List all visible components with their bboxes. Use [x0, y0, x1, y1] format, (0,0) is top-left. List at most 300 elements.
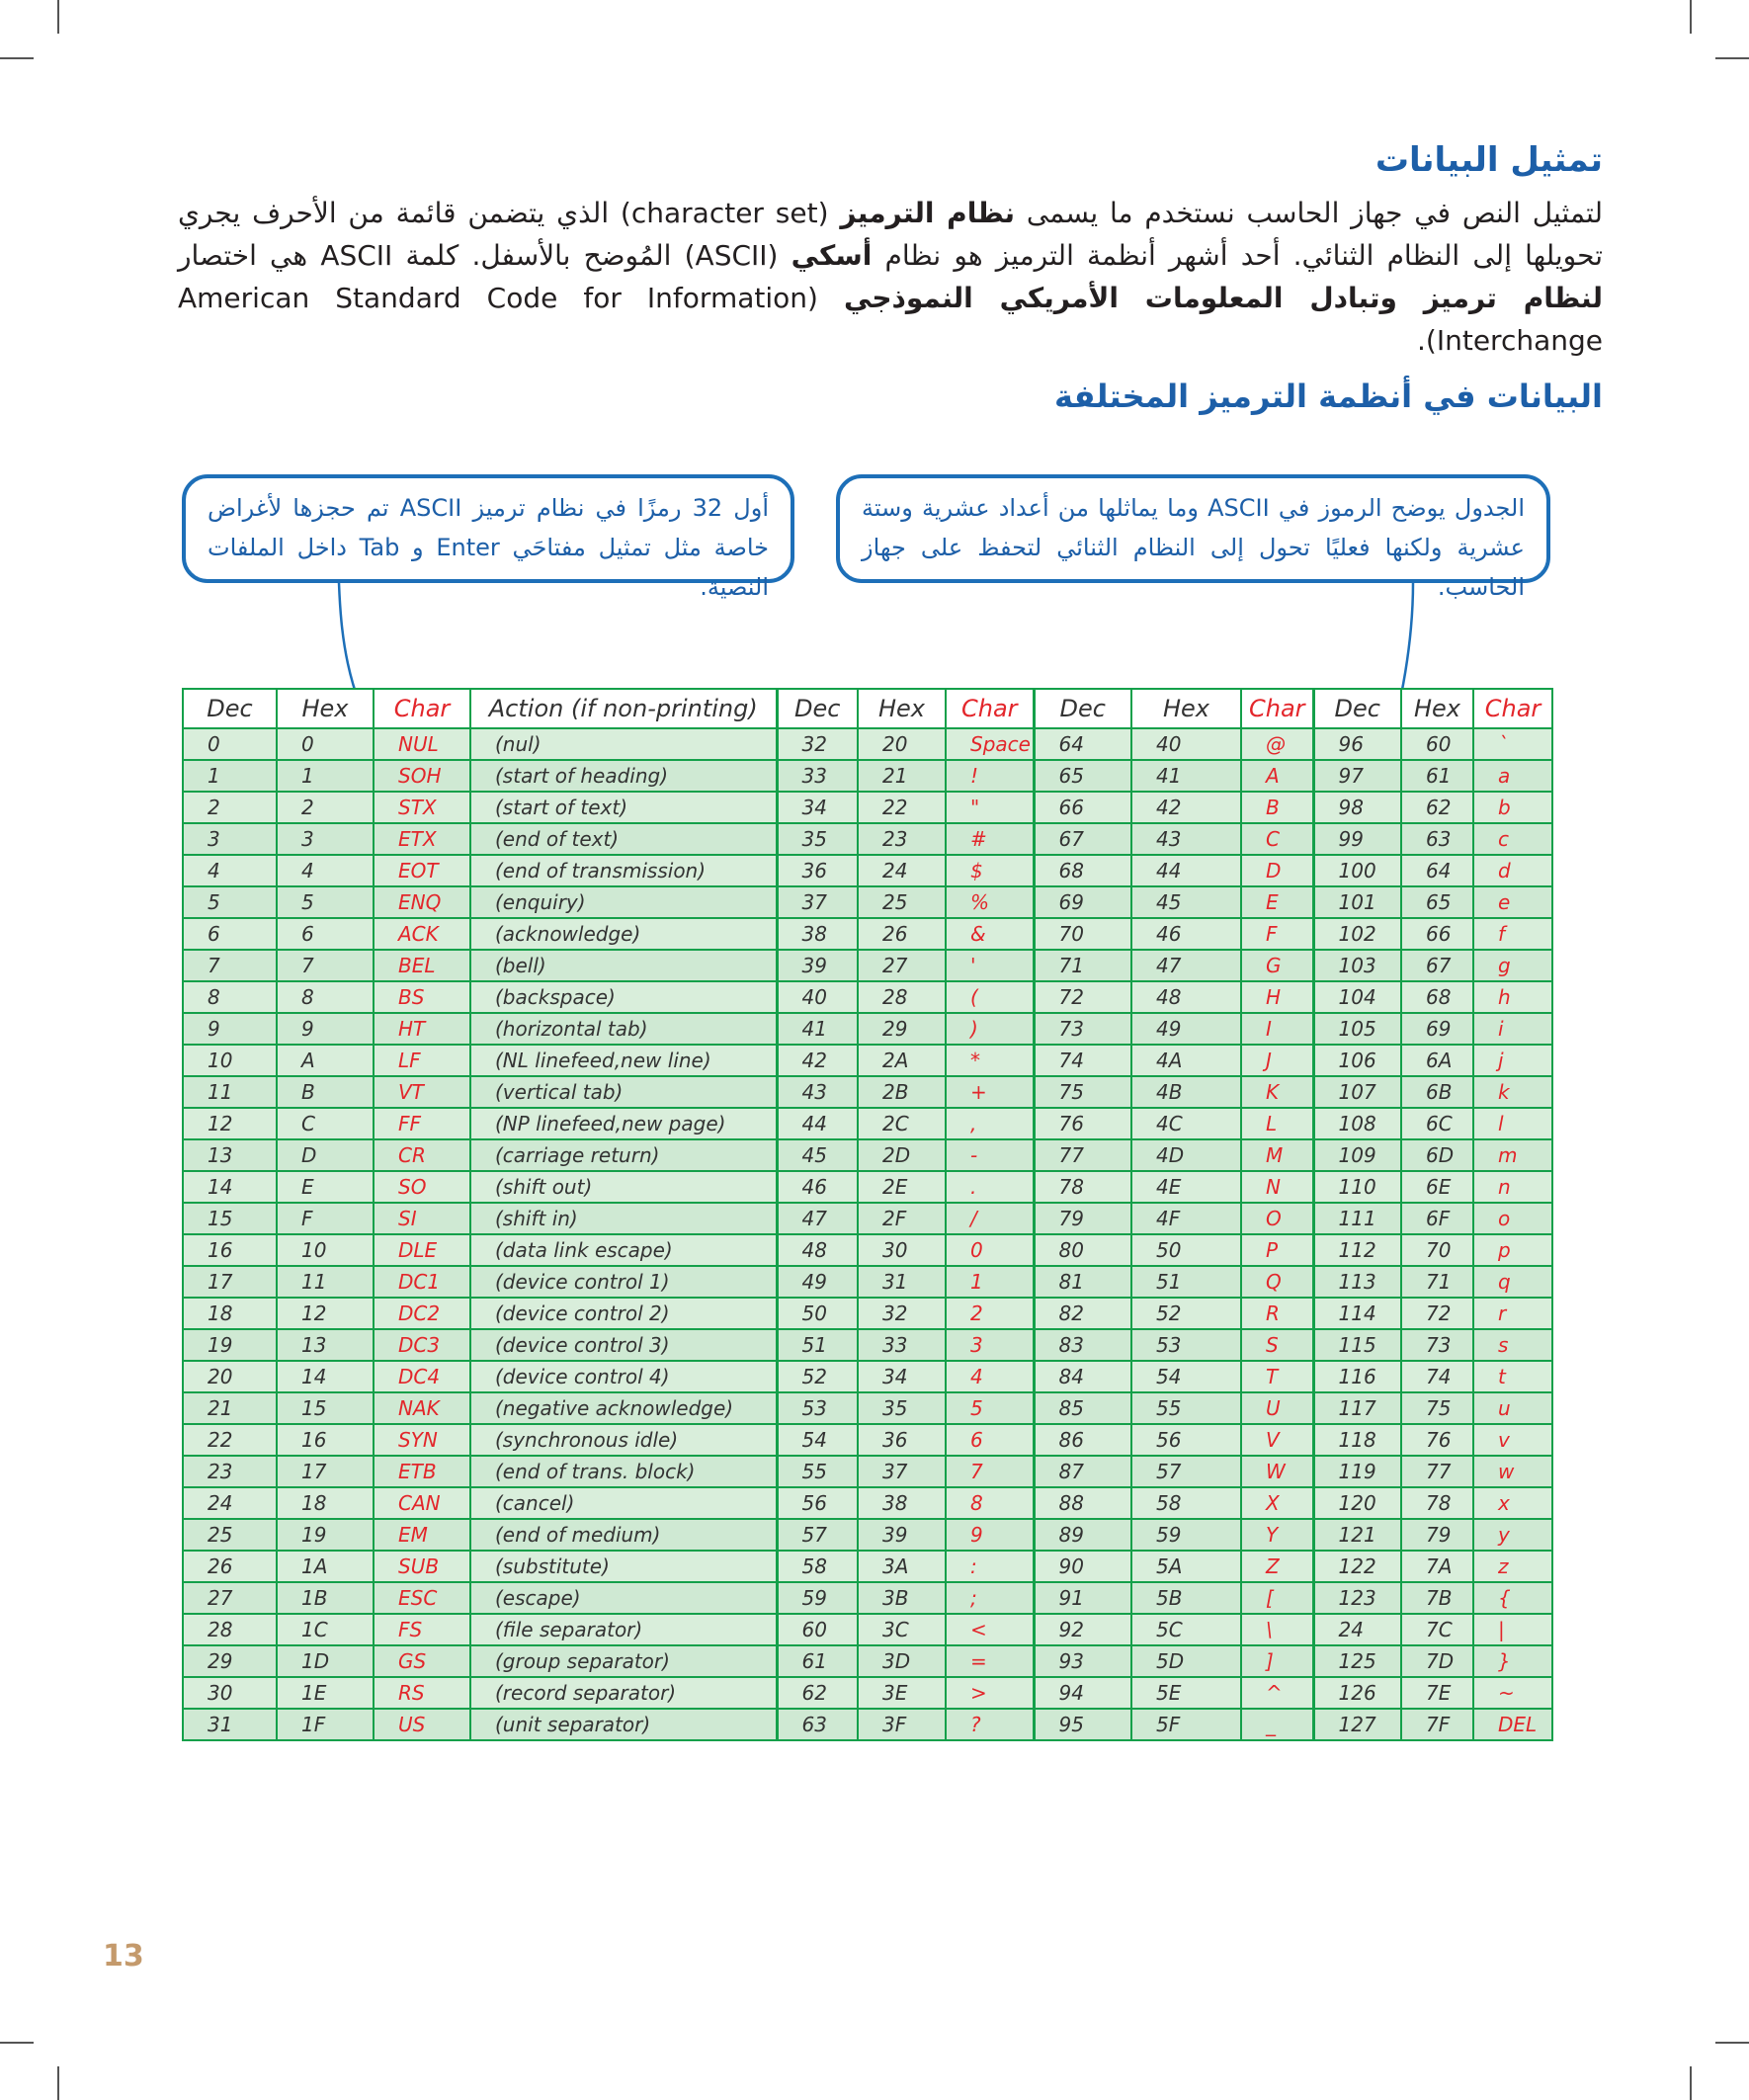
table-cell: 60 — [1401, 728, 1473, 760]
table-cell: ESC — [374, 1582, 470, 1614]
table-cell: 68 — [1401, 981, 1473, 1013]
table-cell: 10 — [277, 1234, 374, 1266]
table-cell: 17 — [277, 1456, 374, 1487]
table-cell: B — [277, 1076, 374, 1108]
table-cell: g — [1473, 950, 1552, 981]
table-cell: 5A — [1131, 1551, 1241, 1582]
table-cell: 72 — [1401, 1298, 1473, 1329]
table-cell: 20 — [858, 728, 946, 760]
table-cell: DC2 — [374, 1298, 470, 1329]
table-cell: FS — [374, 1614, 470, 1645]
table-row — [183, 1266, 1552, 1298]
table-cell: (acknowledge) — [470, 918, 777, 950]
table-cell: / — [946, 1203, 1034, 1234]
table-cell: 12 — [277, 1298, 374, 1329]
table-cell: 16 — [183, 1234, 277, 1266]
table-cell: 43 — [777, 1076, 858, 1108]
table-cell: 39 — [777, 950, 858, 981]
table-cell: DC4 — [374, 1361, 470, 1392]
table-cell: 2D — [858, 1139, 946, 1171]
column-header: Hex — [1401, 689, 1473, 728]
table-cell: C — [277, 1108, 374, 1139]
table-cell: 75 — [1034, 1076, 1131, 1108]
table-cell: 114 — [1313, 1298, 1401, 1329]
table-cell: (file separator) — [470, 1614, 777, 1645]
table-cell: 42 — [1131, 792, 1241, 823]
table-cell: 123 — [1313, 1582, 1401, 1614]
table-cell: (device control 2) — [470, 1298, 777, 1329]
table-cell: 22 — [858, 792, 946, 823]
table-cell: < — [946, 1614, 1034, 1645]
table-row — [183, 1614, 1552, 1645]
intro-text-4: (American Standard Code for Information Interchange). — [178, 282, 1603, 357]
table-cell: . — [946, 1171, 1034, 1203]
table-cell: 39 — [858, 1519, 946, 1551]
table-cell: ACK — [374, 918, 470, 950]
table-cell: = — [946, 1645, 1034, 1677]
table-cell: 7D — [1401, 1645, 1473, 1677]
table-cell: * — [946, 1045, 1034, 1076]
table-cell: : — [946, 1551, 1034, 1582]
table-cell: 2B — [858, 1076, 946, 1108]
table-cell: " — [946, 792, 1034, 823]
table-cell: ! — [946, 760, 1034, 792]
column-header: Dec — [1313, 689, 1401, 728]
table-cell: m — [1473, 1139, 1552, 1171]
table-cell: & — [946, 918, 1034, 950]
table-cell: 48 — [1131, 981, 1241, 1013]
table-cell: 75 — [1401, 1392, 1473, 1424]
table-cell: 107 — [1313, 1076, 1401, 1108]
table-cell: 7 — [277, 950, 374, 981]
table-cell: 5B — [1131, 1582, 1241, 1614]
table-row — [183, 1645, 1552, 1677]
table-cell: (end of trans. block) — [470, 1456, 777, 1487]
table-cell: BS — [374, 981, 470, 1013]
table-cell: l — [1473, 1108, 1552, 1139]
table-cell: 8 — [277, 981, 374, 1013]
table-cell: k — [1473, 1076, 1552, 1108]
table-cell: f — [1473, 918, 1552, 950]
table-cell: (shift in) — [470, 1203, 777, 1234]
table-cell: 94 — [1034, 1677, 1131, 1709]
table-cell: 60 — [777, 1614, 858, 1645]
table-cell: 59 — [777, 1582, 858, 1614]
table-cell: 83 — [1034, 1329, 1131, 1361]
table-cell: 5E — [1131, 1677, 1241, 1709]
table-cell: 3A — [858, 1551, 946, 1582]
table-cell: 7B — [1401, 1582, 1473, 1614]
table-cell: P — [1241, 1234, 1313, 1266]
table-cell: 22 — [183, 1424, 277, 1456]
table-cell: B — [1241, 792, 1313, 823]
table-cell: 3 — [183, 823, 277, 855]
table-cell: 7A — [1401, 1551, 1473, 1582]
table-cell: T — [1241, 1361, 1313, 1392]
table-cell: S — [1241, 1329, 1313, 1361]
table-cell: 71 — [1034, 950, 1131, 981]
table-cell: 74 — [1401, 1361, 1473, 1392]
table-cell: 106 — [1313, 1045, 1401, 1076]
table-cell: 15 — [277, 1392, 374, 1424]
table-cell: 27 — [183, 1582, 277, 1614]
table-cell: (escape) — [470, 1582, 777, 1614]
column-header: Hex — [277, 689, 374, 728]
table-cell: 67 — [1034, 823, 1131, 855]
table-cell: DEL — [1473, 1709, 1552, 1740]
table-cell: GS — [374, 1645, 470, 1677]
column-header: Char — [1241, 689, 1313, 728]
table-cell: F — [277, 1203, 374, 1234]
table-cell: 8 — [946, 1487, 1034, 1519]
table-cell: 53 — [1131, 1329, 1241, 1361]
table-cell: 90 — [1034, 1551, 1131, 1582]
table-cell: 45 — [1131, 886, 1241, 918]
table-cell: ; — [946, 1582, 1034, 1614]
table-cell: 21 — [183, 1392, 277, 1424]
table-cell: 98 — [1313, 792, 1401, 823]
table-cell: 49 — [1131, 1013, 1241, 1045]
table-cell: 13 — [277, 1329, 374, 1361]
table-cell: 89 — [1034, 1519, 1131, 1551]
table-cell: 65 — [1034, 760, 1131, 792]
table-row — [183, 1361, 1552, 1392]
table-cell: > — [946, 1677, 1034, 1709]
table-cell: 1E — [277, 1677, 374, 1709]
table-cell: Z — [1241, 1551, 1313, 1582]
table-row — [183, 1551, 1552, 1582]
table-cell: z — [1473, 1551, 1552, 1582]
table-cell: 41 — [777, 1013, 858, 1045]
table-cell: s — [1473, 1329, 1552, 1361]
table-cell: # — [946, 823, 1034, 855]
table-cell: 3D — [858, 1645, 946, 1677]
table-cell: SYN — [374, 1424, 470, 1456]
table-cell: (unit separator) — [470, 1709, 777, 1740]
table-cell: 11 — [277, 1266, 374, 1298]
table-cell: 20 — [183, 1361, 277, 1392]
table-cell: @ — [1241, 728, 1313, 760]
table-cell: 58 — [777, 1551, 858, 1582]
table-row — [183, 823, 1552, 855]
table-cell: 1F — [277, 1709, 374, 1740]
table-cell: 93 — [1034, 1645, 1131, 1677]
table-cell: EOT — [374, 855, 470, 886]
table-cell: 112 — [1313, 1234, 1401, 1266]
table-cell: 45 — [777, 1139, 858, 1171]
table-cell: ^ — [1241, 1677, 1313, 1709]
table-cell: 17 — [183, 1266, 277, 1298]
table-cell: 3B — [858, 1582, 946, 1614]
table-cell: u — [1473, 1392, 1552, 1424]
table-cell: 1A — [277, 1551, 374, 1582]
table-cell: 2E — [858, 1171, 946, 1203]
table-cell: 11 — [183, 1076, 277, 1108]
table-cell: 62 — [1401, 792, 1473, 823]
column-header: Dec — [183, 689, 277, 728]
table-cell: 4E — [1131, 1171, 1241, 1203]
table-cell: 101 — [1313, 886, 1401, 918]
table-cell: 4 — [277, 855, 374, 886]
table-row — [183, 728, 1552, 760]
column-header: Dec — [1034, 689, 1131, 728]
table-cell: 48 — [777, 1234, 858, 1266]
table-cell: SOH — [374, 760, 470, 792]
table-cell: H — [1241, 981, 1313, 1013]
table-cell: 35 — [858, 1392, 946, 1424]
table-cell: 109 — [1313, 1139, 1401, 1171]
table-cell: 25 — [858, 886, 946, 918]
table-cell: 74 — [1034, 1045, 1131, 1076]
table-cell: 70 — [1034, 918, 1131, 950]
table-cell: ? — [946, 1709, 1034, 1740]
table-cell: 7C — [1401, 1614, 1473, 1645]
table-cell: 40 — [777, 981, 858, 1013]
table-cell: 97 — [1313, 760, 1401, 792]
table-cell: i — [1473, 1013, 1552, 1045]
table-cell: 4 — [946, 1361, 1034, 1392]
table-cell: STX — [374, 792, 470, 823]
table-cell: 52 — [1131, 1298, 1241, 1329]
table-cell: 105 — [1313, 1013, 1401, 1045]
table-cell: 85 — [1034, 1392, 1131, 1424]
table-cell: 30 — [858, 1234, 946, 1266]
table-cell: 3 — [946, 1329, 1034, 1361]
table-cell: 0 — [946, 1234, 1034, 1266]
intro-bold-2: أسكي — [791, 239, 873, 272]
table-cell: (cancel) — [470, 1487, 777, 1519]
table-cell: ] — [1241, 1645, 1313, 1677]
table-cell: [ — [1241, 1582, 1313, 1614]
table-cell: 19 — [277, 1519, 374, 1551]
table-cell: 82 — [1034, 1298, 1131, 1329]
table-cell: 47 — [777, 1203, 858, 1234]
table-row — [183, 792, 1552, 823]
table-cell: 24 — [183, 1487, 277, 1519]
table-cell: (synchronous idle) — [470, 1424, 777, 1456]
table-cell: 99 — [1313, 823, 1401, 855]
table-cell: 7E — [1401, 1677, 1473, 1709]
table-cell: (data link escape) — [470, 1234, 777, 1266]
table-cell: 40 — [1131, 728, 1241, 760]
table-cell: (NL linefeed,new line) — [470, 1045, 777, 1076]
table-cell: 46 — [1131, 918, 1241, 950]
table-cell: 15 — [183, 1203, 277, 1234]
table-cell: RS — [374, 1677, 470, 1709]
table-cell: 77 — [1034, 1139, 1131, 1171]
table-cell: 31 — [858, 1266, 946, 1298]
table-cell: 56 — [1131, 1424, 1241, 1456]
table-cell: (shift out) — [470, 1171, 777, 1203]
table-cell: b — [1473, 792, 1552, 823]
intro-bold-3: لنظام ترميز وتبادل المعلومات الأمريكي النموذجي — [843, 282, 1603, 314]
callout-control-chars: أول 32 رمزًا في نظام ترميز ASCII تم حجزها لأغراض خاصة مثل تمثيل مفتاحَي Enter و Tab داخل الملفات النصية. — [182, 474, 794, 583]
table-cell: 26 — [858, 918, 946, 950]
table-cell: 3C — [858, 1614, 946, 1645]
table-cell: (enquiry) — [470, 886, 777, 918]
table-row — [183, 1392, 1552, 1424]
table-cell: US — [374, 1709, 470, 1740]
table-cell: 76 — [1401, 1424, 1473, 1456]
table-cell: ~ — [1473, 1677, 1552, 1709]
table-cell: 14 — [277, 1361, 374, 1392]
table-cell: ' — [946, 950, 1034, 981]
table-cell: (vertical tab) — [470, 1076, 777, 1108]
table-cell: 8 — [183, 981, 277, 1013]
table-row — [183, 1076, 1552, 1108]
table-cell: (horizontal tab) — [470, 1013, 777, 1045]
table-cell: 9 — [277, 1013, 374, 1045]
table-cell: w — [1473, 1456, 1552, 1487]
table-cell: 23 — [858, 823, 946, 855]
table-cell: E — [1241, 886, 1313, 918]
table-cell: 73 — [1401, 1329, 1473, 1361]
table-cell: x — [1473, 1487, 1552, 1519]
table-cell: 6C — [1401, 1108, 1473, 1139]
table-cell: (device control 3) — [470, 1329, 777, 1361]
table-cell: 55 — [1131, 1392, 1241, 1424]
table-cell: 7 — [946, 1456, 1034, 1487]
table-cell: 122 — [1313, 1551, 1401, 1582]
table-cell: e — [1473, 886, 1552, 918]
table-cell: 52 — [777, 1361, 858, 1392]
table-cell: 61 — [1401, 760, 1473, 792]
table-cell: 19 — [183, 1329, 277, 1361]
table-cell: (device control 1) — [470, 1266, 777, 1298]
table-cell: 2F — [858, 1203, 946, 1234]
table-cell: 72 — [1034, 981, 1131, 1013]
crop-mark — [0, 2042, 34, 2044]
table-cell: 51 — [1131, 1266, 1241, 1298]
table-cell: (device control 4) — [470, 1361, 777, 1392]
table-cell: 44 — [1131, 855, 1241, 886]
table-row — [183, 855, 1552, 886]
table-cell: 108 — [1313, 1108, 1401, 1139]
table-cell: 65 — [1401, 886, 1473, 918]
table-cell: 79 — [1034, 1203, 1131, 1234]
table-cell: Q — [1241, 1266, 1313, 1298]
table-cell: 6 — [946, 1424, 1034, 1456]
table-cell: 81 — [1034, 1266, 1131, 1298]
table-cell: 63 — [777, 1709, 858, 1740]
table-cell: SI — [374, 1203, 470, 1234]
table-cell: 46 — [777, 1171, 858, 1203]
table-cell: (group separator) — [470, 1645, 777, 1677]
table-cell: E — [277, 1171, 374, 1203]
table-cell: D — [277, 1139, 374, 1171]
table-cell: 12 — [183, 1108, 277, 1139]
table-cell: y — [1473, 1519, 1552, 1551]
table-cell: N — [1241, 1171, 1313, 1203]
table-cell: 23 — [183, 1456, 277, 1487]
table-cell: 1B — [277, 1582, 374, 1614]
table-cell: % — [946, 886, 1034, 918]
table-cell: L — [1241, 1108, 1313, 1139]
table-cell: I — [1241, 1013, 1313, 1045]
table-cell: n — [1473, 1171, 1552, 1203]
table-cell: 5 — [946, 1392, 1034, 1424]
table-cell: 84 — [1034, 1361, 1131, 1392]
table-row — [183, 1234, 1552, 1266]
table-cell: 68 — [1034, 855, 1131, 886]
table-cell: R — [1241, 1298, 1313, 1329]
table-cell: } — [1473, 1645, 1552, 1677]
table-cell: 35 — [777, 823, 858, 855]
table-cell: 110 — [1313, 1171, 1401, 1203]
table-cell: 18 — [277, 1487, 374, 1519]
table-cell: 1 — [277, 760, 374, 792]
table-cell: 125 — [1313, 1645, 1401, 1677]
table-cell: (NP linefeed,new page) — [470, 1108, 777, 1139]
table-cell: 87 — [1034, 1456, 1131, 1487]
table-cell: 111 — [1313, 1203, 1401, 1234]
intro-text-3: (ASCII) المُوضح بالأسفل. كلمة ASCII هي اختصار — [178, 239, 791, 272]
table-cell: U — [1241, 1392, 1313, 1424]
table-row — [183, 1171, 1552, 1203]
table-cell: 70 — [1401, 1234, 1473, 1266]
table-cell: 44 — [777, 1108, 858, 1139]
table-cell: 5 — [277, 886, 374, 918]
column-header: Hex — [1131, 689, 1241, 728]
table-cell: 28 — [858, 981, 946, 1013]
crop-mark — [0, 57, 34, 59]
table-cell: 86 — [1034, 1424, 1131, 1456]
table-cell: 38 — [777, 918, 858, 950]
table-cell: d — [1473, 855, 1552, 886]
table-cell: 33 — [777, 760, 858, 792]
table-cell: V — [1241, 1424, 1313, 1456]
column-header: Action (if non-printing) — [470, 689, 777, 728]
table-cell: _ — [1241, 1709, 1313, 1740]
table-cell: 76 — [1034, 1108, 1131, 1139]
table-row — [183, 1298, 1552, 1329]
table-cell: ETX — [374, 823, 470, 855]
intro-text-1: لتمثيل النص في جهاز الحاسب نستخدم ما يسمى — [1015, 197, 1604, 229]
table-cell: G — [1241, 950, 1313, 981]
table-cell: J — [1241, 1045, 1313, 1076]
table-cell: o — [1473, 1203, 1552, 1234]
table-cell: 92 — [1034, 1614, 1131, 1645]
table-cell: 6B — [1401, 1076, 1473, 1108]
table-cell: 41 — [1131, 760, 1241, 792]
table-cell: (nul) — [470, 728, 777, 760]
crop-mark — [1715, 57, 1749, 59]
table-cell: r — [1473, 1298, 1552, 1329]
table-row — [183, 1487, 1552, 1519]
table-cell: DC1 — [374, 1266, 470, 1298]
table-cell: 37 — [777, 886, 858, 918]
table-cell: 6 — [183, 918, 277, 950]
table-cell: 66 — [1034, 792, 1131, 823]
table-cell: 2 — [277, 792, 374, 823]
table-cell: 0 — [183, 728, 277, 760]
table-cell: (backspace) — [470, 981, 777, 1013]
table-cell: M — [1241, 1139, 1313, 1171]
intro-text-2: (character set) الذي يتضمن قائمة من الأحرف يجري تحويلها إلى النظام الثنائي. أحد أشهر أنظمة الترميز هو نظام — [178, 197, 1603, 272]
table-row — [183, 1013, 1552, 1045]
table-cell: F — [1241, 918, 1313, 950]
table-cell: ) — [946, 1013, 1034, 1045]
table-cell: 104 — [1313, 981, 1401, 1013]
table-cell: (end of medium) — [470, 1519, 777, 1551]
table-cell: ` — [1473, 728, 1552, 760]
table-cell: 6E — [1401, 1171, 1473, 1203]
table-cell: (substitute) — [470, 1551, 777, 1582]
column-header: Char — [374, 689, 470, 728]
column-header: Dec — [777, 689, 858, 728]
table-header-row — [183, 689, 1552, 728]
table-cell: W — [1241, 1456, 1313, 1487]
